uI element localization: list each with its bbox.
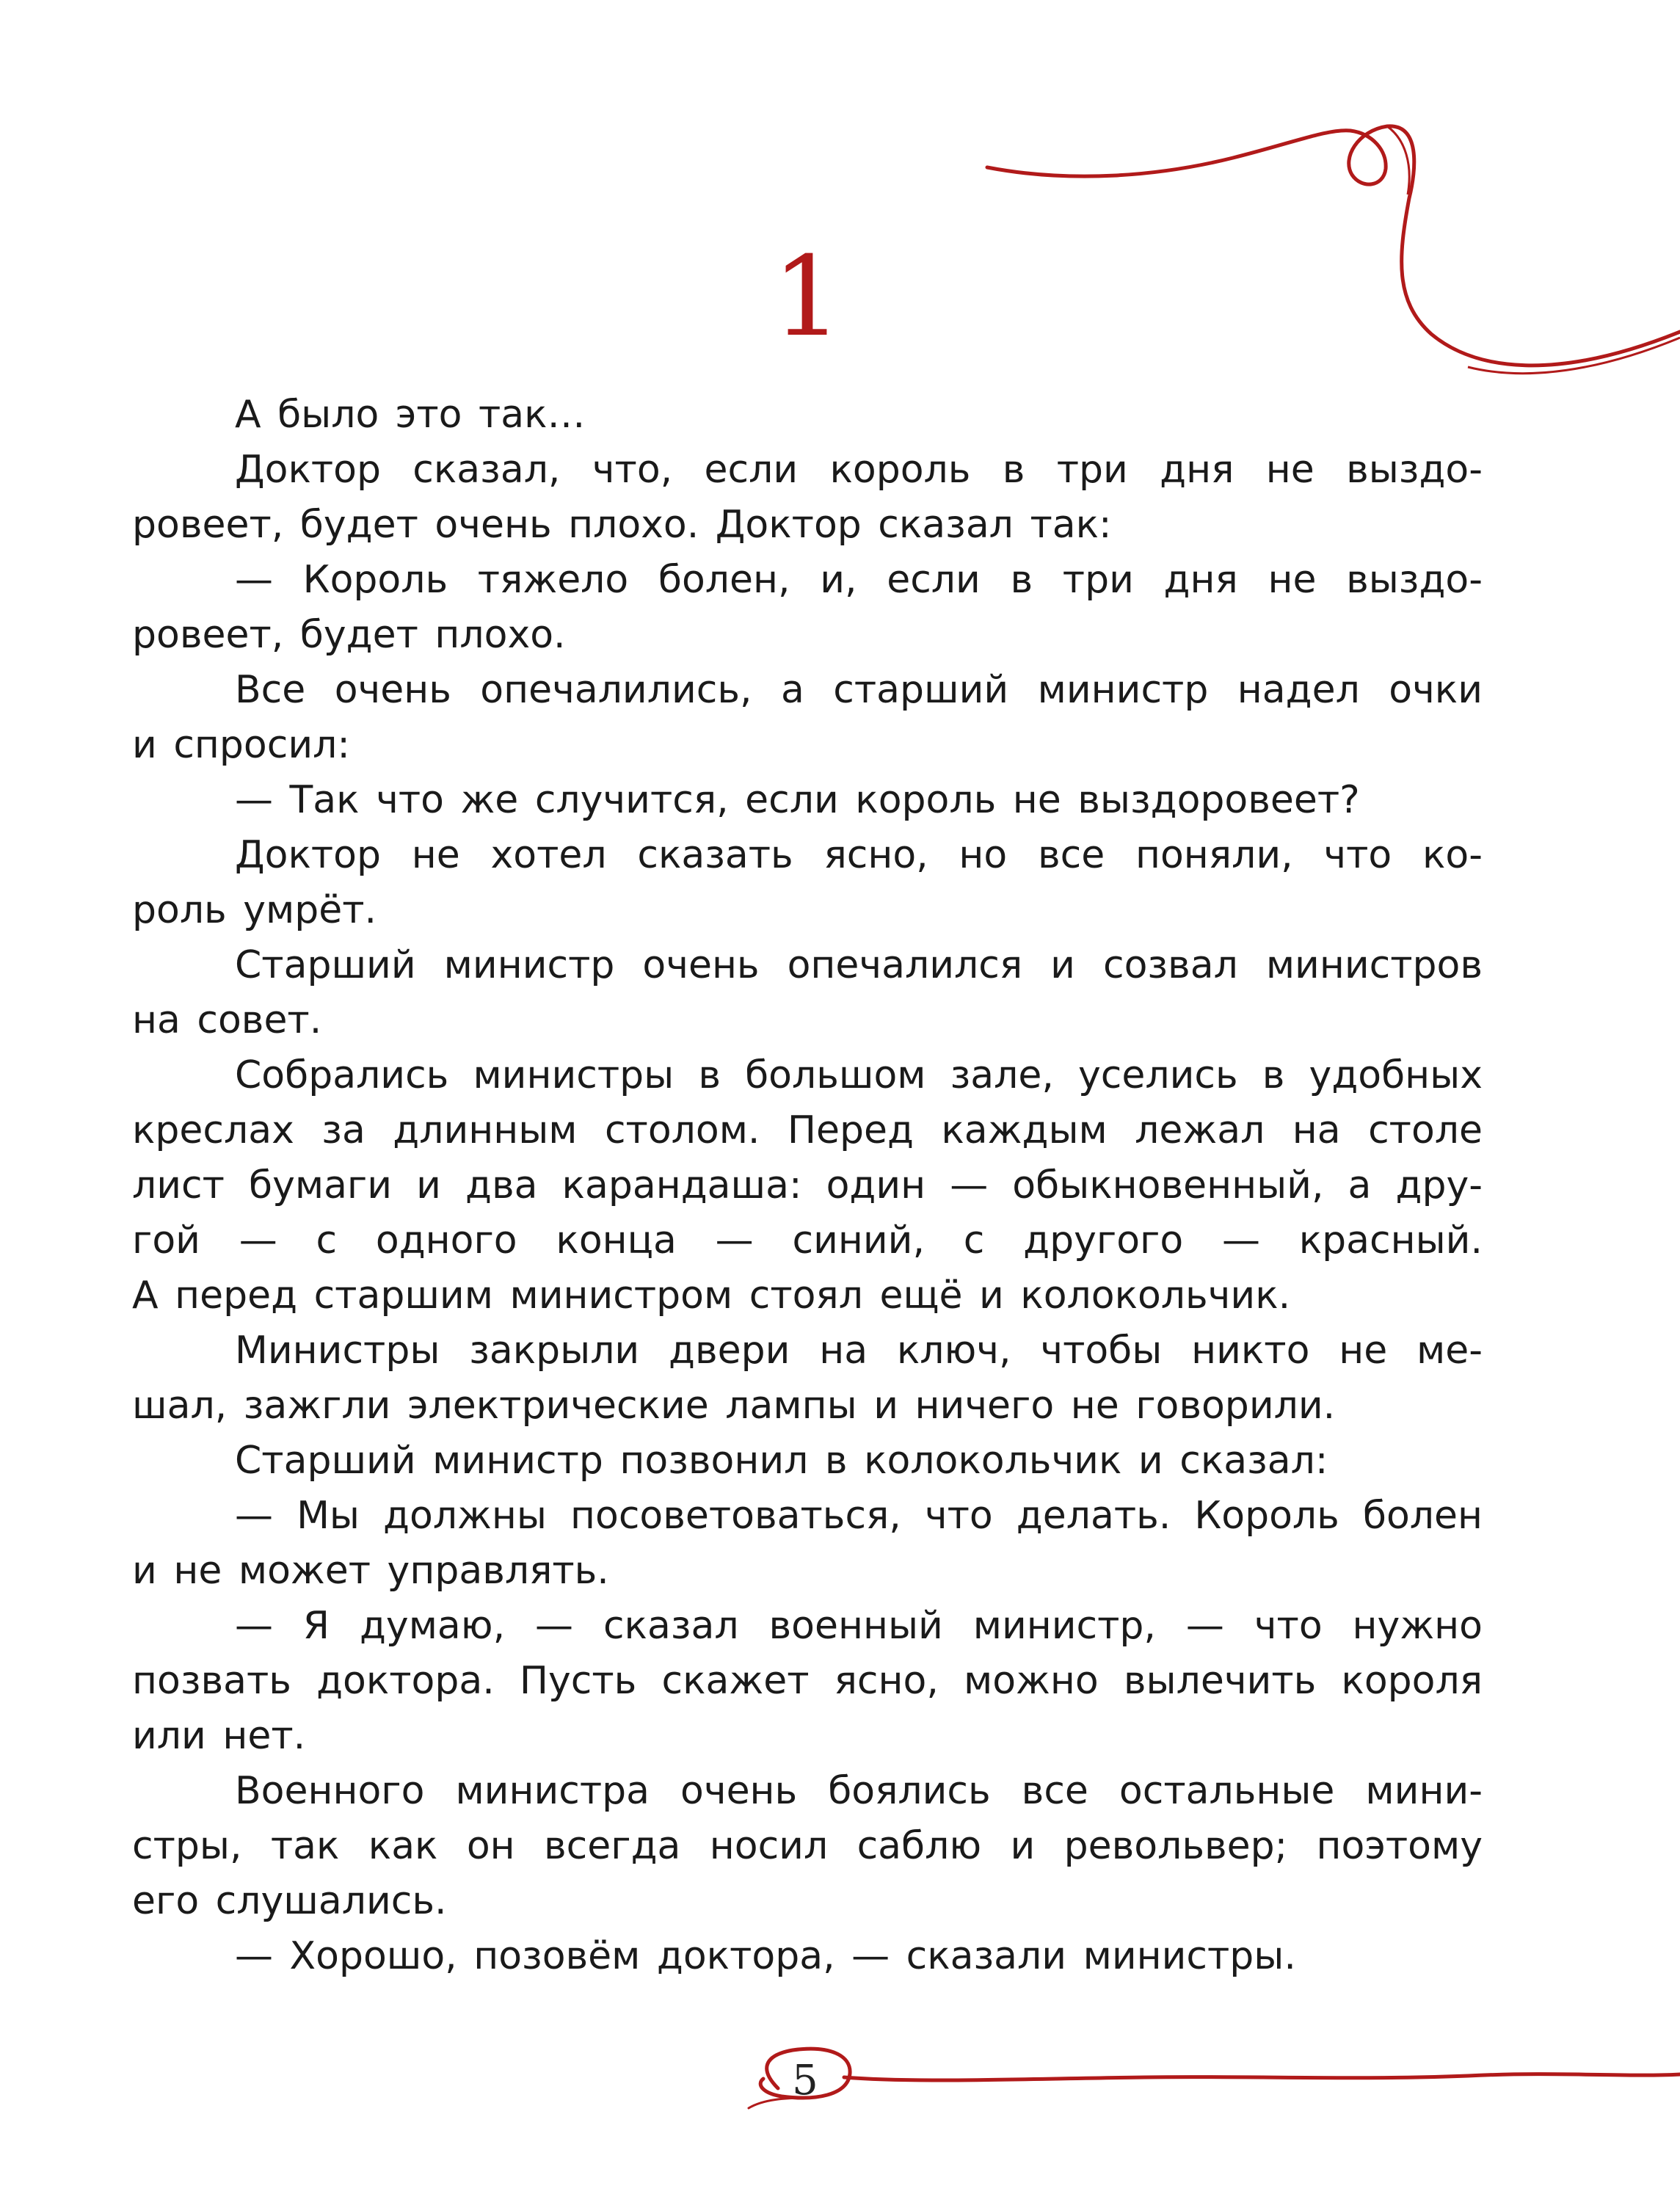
- text-line: гой — с одного конца — синий, с другого — красный.: [132, 1218, 1483, 1263]
- text-line: и спросил:: [132, 723, 350, 767]
- text-line: стры, так как он всегда носил саблю и револьвер; поэтому: [132, 1824, 1483, 1868]
- text-line: шал, зажгли электрические лампы и ничего не говорили.: [132, 1384, 1336, 1428]
- top-ribbon: [987, 126, 1680, 366]
- text-line: Доктор не хотел сказать ясно, но все поняли, что ко-: [235, 833, 1483, 877]
- text-line: и не может управлять.: [132, 1549, 609, 1593]
- text-line: А было это так…: [235, 393, 586, 437]
- text-line: Доктор сказал, что, если король в три дня не выздо-: [235, 448, 1483, 492]
- text-line: или нет.: [132, 1714, 306, 1758]
- text-line: Все очень опечалились, а старший министр надел очки: [235, 668, 1483, 712]
- text-line: роль умрёт.: [132, 888, 377, 932]
- text-line: — Король тяжело болен, и, если в три дня не выздо-: [235, 558, 1483, 602]
- text-line: Старший министр позвонил в колокольчик и сказал:: [235, 1439, 1328, 1483]
- text-line: креслах за длинным столом. Перед каждым лежал на столе: [132, 1108, 1483, 1152]
- text-line: на совет.: [132, 998, 322, 1042]
- chapter-number: 1: [772, 233, 843, 361]
- text-line: А перед старшим министром стоял ещё и колокольчик.: [132, 1274, 1291, 1318]
- text-line: его слушались.: [132, 1879, 447, 1923]
- text-line: Министры закрыли двери на ключ, чтобы никто не ме-: [235, 1329, 1483, 1373]
- text-line: Военного министра очень боялись все остальные мини-: [235, 1769, 1483, 1813]
- text-line: — Так что же случится, если король не выздоровеет?: [235, 778, 1360, 822]
- text-line: позвать доктора. Пусть скажет ясно, можно вылечить короля: [132, 1659, 1483, 1703]
- text-line: Собрались министры в большом зале, уселись в удобных: [235, 1053, 1483, 1097]
- text-line: Старший министр очень опечалился и созвал министров: [235, 943, 1483, 987]
- text-line: — Хорошо, позовём доктора, — сказали министры.: [235, 1934, 1296, 1978]
- text-line: ровеет, будет плохо.: [132, 613, 566, 657]
- text-line: — Я думаю, — сказал военный министр, — что нужно: [235, 1604, 1483, 1648]
- text-line: лист бумаги и два карандаша: один — обыкновенный, а дру-: [132, 1163, 1483, 1207]
- text-line: — Мы должны посоветоваться, что делать. Король болен: [235, 1494, 1483, 1538]
- page-number: 5: [792, 2057, 818, 2104]
- text-line: ровеет, будет очень плохо. Доктор сказал так:: [132, 503, 1112, 547]
